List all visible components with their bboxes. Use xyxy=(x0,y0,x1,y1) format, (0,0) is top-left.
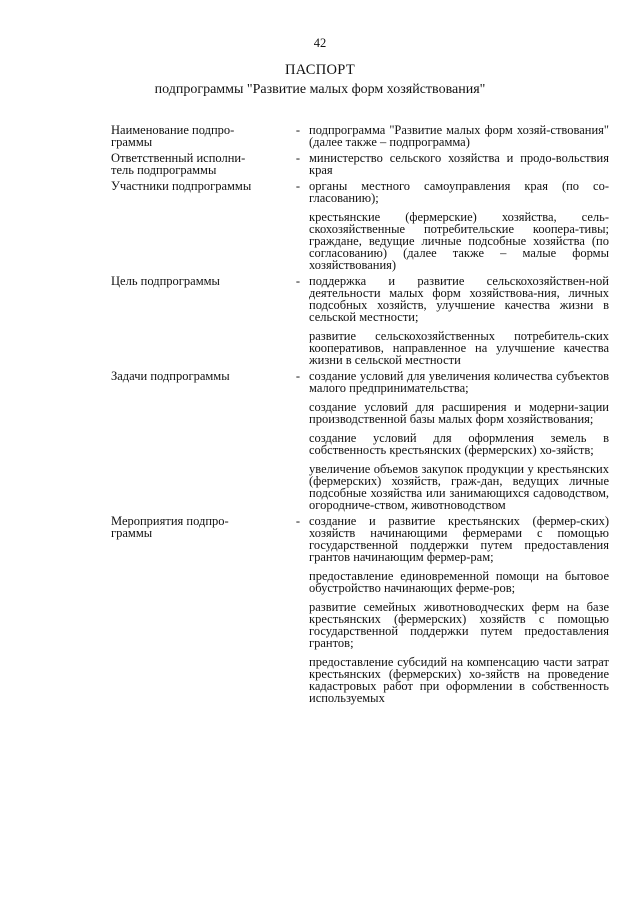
document-title: ПАСПОРТ xyxy=(284,62,356,78)
row-paragraph: создание и развитие крестьянских (фермер-ских) хозяйств начинающими фермерами с помощью государственной поддержки путем предоставления грантов начинающим фермер-рам; xyxy=(309,514,609,564)
row-paragraph: крестьянские (фермерские) хозяйства, сель-скохозяйственные потребительские коопера-тивы; граждане, ведущие личные подсобные хозяйства (по согласованию) (далее также – малые формы хозяйствования) xyxy=(309,210,609,272)
row-paragraph: развитие сельскохозяйственных потребитель-ских кооперативов, направленное на улучшение качества жизни в сельской местности xyxy=(309,329,609,367)
row-label: Цель подпрограммы xyxy=(111,274,220,288)
row-values xyxy=(309,152,609,176)
passport-table xyxy=(111,124,609,708)
row-paragraph: развитие семейных животноводческих ферм на базе крестьянских (фермерских) хозяйств с помощью государственной поддержки путем предоставления грантов; xyxy=(309,600,609,650)
page-number: 42 xyxy=(313,36,327,50)
row-dash: - xyxy=(295,369,301,383)
row-paragraph: создание условий для оформления земель в собственность крестьянских (фермерских) хо-зяйств; xyxy=(309,431,609,457)
row-label: Мероприятия подпро- граммы xyxy=(111,514,229,540)
row-paragraph: создание условий для расширения и модерни-зации производственной базы малых форм хозяйствования; xyxy=(309,400,609,426)
row-dash: - xyxy=(295,179,301,193)
row-label: Ответственный исполни- тель подпрограммы xyxy=(111,151,246,177)
row-paragraph: министерство сельского хозяйства и продо-вольствия края xyxy=(309,151,609,177)
row-paragraph: увеличение объемов закупок продукции у крестьянских (фермерских) хозяйств, граж-дан, ведущих личные подсобные хозяйства или занимающихся садоводством, огородниче-ством, животноводством xyxy=(309,462,609,512)
passport-row-responsible-executor xyxy=(111,152,609,176)
row-paragraph: предоставление субсидий на компенсацию части затрат крестьянских (фермерских) хо-зяйств на проведение кадастровых работ при оформлении в собственность используемых xyxy=(309,655,609,705)
passport-row-participants xyxy=(111,180,609,271)
row-values xyxy=(309,515,609,704)
row-paragraph: органы местного самоуправления края (по со-гласованию); xyxy=(309,179,609,205)
row-label: Наименование подпро- граммы xyxy=(111,123,235,149)
row-paragraph: создание условий для увеличения количества субъектов малого предпринимательства; xyxy=(309,369,609,395)
row-label: Участники подпрограммы xyxy=(111,179,252,193)
row-dash: - xyxy=(295,151,301,165)
passport-row-tasks xyxy=(111,370,609,511)
row-values xyxy=(309,124,609,148)
row-paragraph: подпрограмма "Развитие малых форм хозяй-ствования" (далее также – подпрограмма) xyxy=(309,123,609,149)
row-values xyxy=(309,180,609,271)
row-dash: - xyxy=(295,123,301,137)
passport-row-activities xyxy=(111,515,609,704)
passport-row-goal xyxy=(111,275,609,366)
passport-row-name xyxy=(111,124,609,148)
row-paragraph: предоставление единовременной помощи на бытовое обустройство начинающих ферме-ров; xyxy=(309,569,609,595)
document-subtitle: подпрограммы "Развитие малых форм хозяйствования" xyxy=(154,82,486,97)
row-values xyxy=(309,370,609,511)
row-label: Задачи подпрограммы xyxy=(111,369,230,383)
row-dash: - xyxy=(295,514,301,528)
row-values xyxy=(309,275,609,366)
row-dash: - xyxy=(295,274,301,288)
row-paragraph: поддержка и развитие сельскохозяйствен-ной деятельности малых форм хозяйствова-ния, личных подсобных хозяйств, улучшение качества жизни в сельской местности; xyxy=(309,274,609,324)
